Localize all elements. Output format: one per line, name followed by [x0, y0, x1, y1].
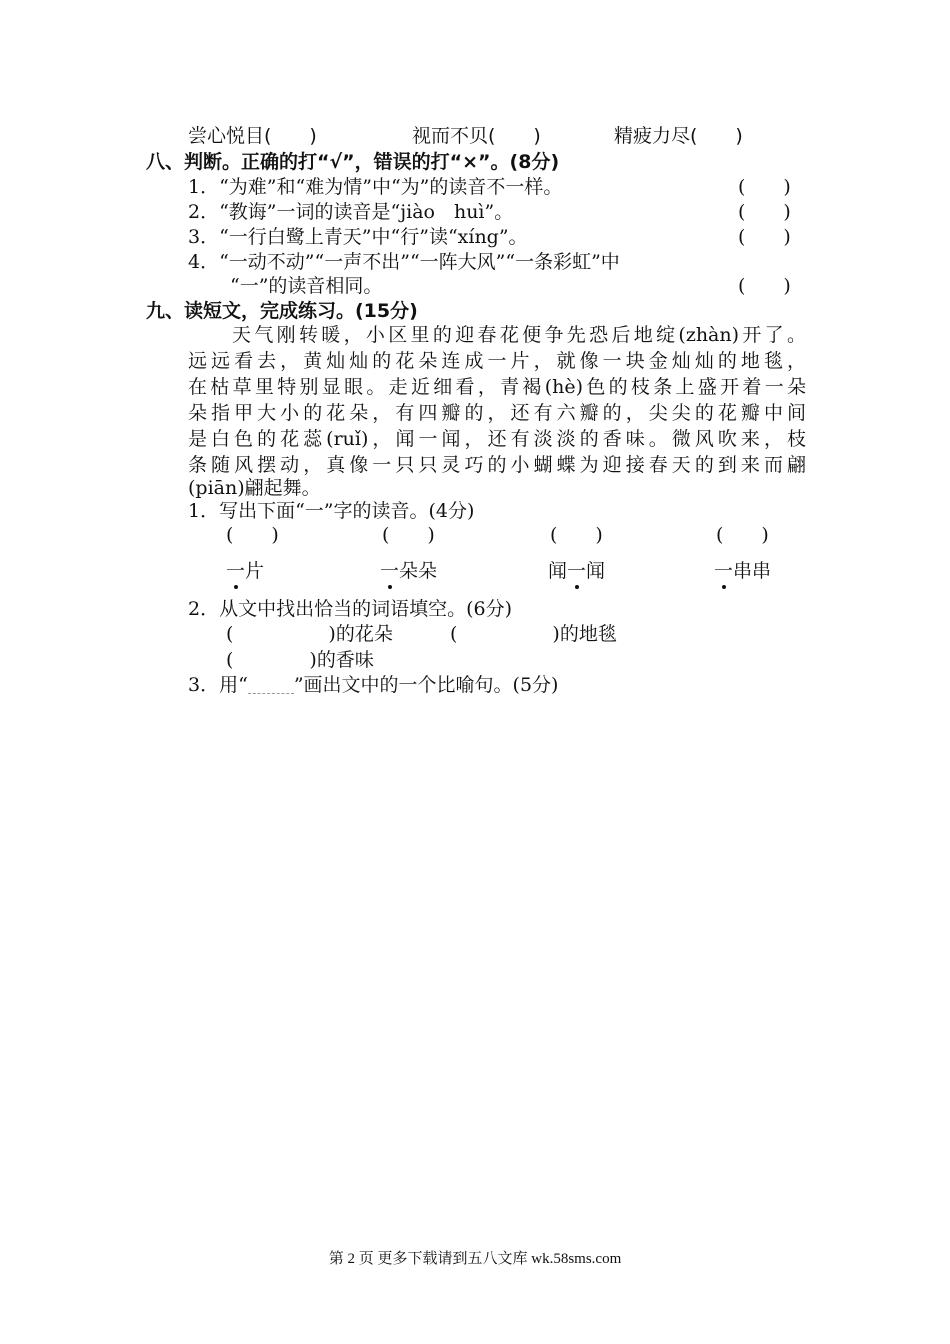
- q9-sub1-blank-2[interactable]: ( ): [382, 524, 435, 546]
- q8-item-1: 1．“为难”和“难为情”中“为”的读音不一样。: [188, 176, 563, 198]
- q9-sub1-word-2: [380, 559, 437, 583]
- dotted-char: 一: [567, 560, 587, 582]
- q8-title: 八、判断。正确的打“√”，错误的打“×”。(8分): [146, 151, 560, 173]
- q8-item-4: 4．“一动不动”“一声不出”“一阵大风”“一条彩虹”中: [188, 251, 620, 273]
- q9-sub1-label: 1．写出下面“一”字的读音。(4分): [188, 500, 475, 522]
- dotted-char: 一: [714, 560, 734, 582]
- sub3-post: ”画出文中的一个比喻句。(5分): [293, 674, 559, 696]
- q8-item-1-blank[interactable]: ( ): [738, 176, 791, 198]
- passage-line-2: 远远看去，黄灿灿的花朵连成一片，就像一块金灿灿的地毯，: [188, 350, 806, 372]
- passage-line-6: 条随风摆动，真像一只只灵巧的小蝴蝶为迎接春天的到来而翩: [188, 454, 806, 476]
- sub3-pre: 3．用“: [188, 674, 248, 696]
- word-pre: 闻: [548, 560, 568, 582]
- q9-sub1-blank-1[interactable]: ( ): [226, 524, 279, 546]
- q8-item-2-blank[interactable]: ( ): [738, 201, 791, 223]
- q7-item-3: 精疲力尽( ): [614, 125, 743, 147]
- dotted-char: 一: [226, 560, 246, 582]
- q9-sub1-blank-4[interactable]: ( ): [716, 524, 769, 546]
- wavy-underline-icon: [248, 679, 294, 694]
- q9-sub1-word-4: [714, 559, 771, 583]
- word-rest: 朵朵: [399, 560, 438, 582]
- q8-item-4-blank[interactable]: ( ): [738, 275, 791, 297]
- passage-line-4: 朵指甲大小的花朵，有四瓣的，还有六瓣的，尖尖的花瓣中间: [188, 402, 806, 424]
- q9-sub1-word-1: [226, 559, 264, 583]
- passage-line-1: 天气刚转暖，小区里的迎春花便争先恐后地绽(zhàn)开了。: [232, 324, 806, 346]
- q8-item-2: 2．“教诲”一词的读音是“jiào huì”。: [188, 201, 514, 223]
- q9-sub2-blank-carpet[interactable]: ( )的地毯: [450, 623, 617, 645]
- q7-item-2: 视而不贝( ): [412, 125, 541, 147]
- passage-line-5: 是白色的花蕊(ruǐ)，闻一闻，还有淡淡的香味。微风吹来，枝: [188, 428, 806, 450]
- q8-item-4-cont: “一”的读音相同。: [230, 275, 383, 297]
- passage-line-3: 在枯草里特别显眼。走近细看，青褐(hè)色的枝条上盛开着一朵: [188, 376, 806, 398]
- q9-sub1-word-3: [548, 559, 605, 583]
- dotted-char: 一: [380, 560, 400, 582]
- page-footer: 第 2 页 更多下载请到五八文库 wk.58sms.com: [328, 1251, 622, 1267]
- q9-sub2-blank-fragrance[interactable]: ( )的香味: [226, 649, 374, 671]
- passage-line-7: (piān)翩起舞。: [188, 477, 321, 499]
- q7-item-1: 尝心悦目( ): [188, 125, 317, 147]
- q9-sub1-blank-3[interactable]: ( ): [550, 524, 603, 546]
- word-rest: 串串: [733, 560, 772, 582]
- q8-item-3-blank[interactable]: ( ): [738, 226, 791, 248]
- q9-sub3-label: [188, 673, 558, 697]
- q8-item-3: 3．“一行白鹭上青天”中“行”读“xíng”。: [188, 226, 528, 248]
- q9-sub2-blank-flower[interactable]: ( )的花朵: [226, 623, 393, 645]
- q9-sub2-label: 2．从文中找出恰当的词语填空。(6分): [188, 598, 513, 620]
- q9-title: 九、读短文，完成练习。(15分): [146, 300, 418, 322]
- word-rest: 片: [245, 560, 265, 582]
- word-rest: 闻: [586, 560, 606, 582]
